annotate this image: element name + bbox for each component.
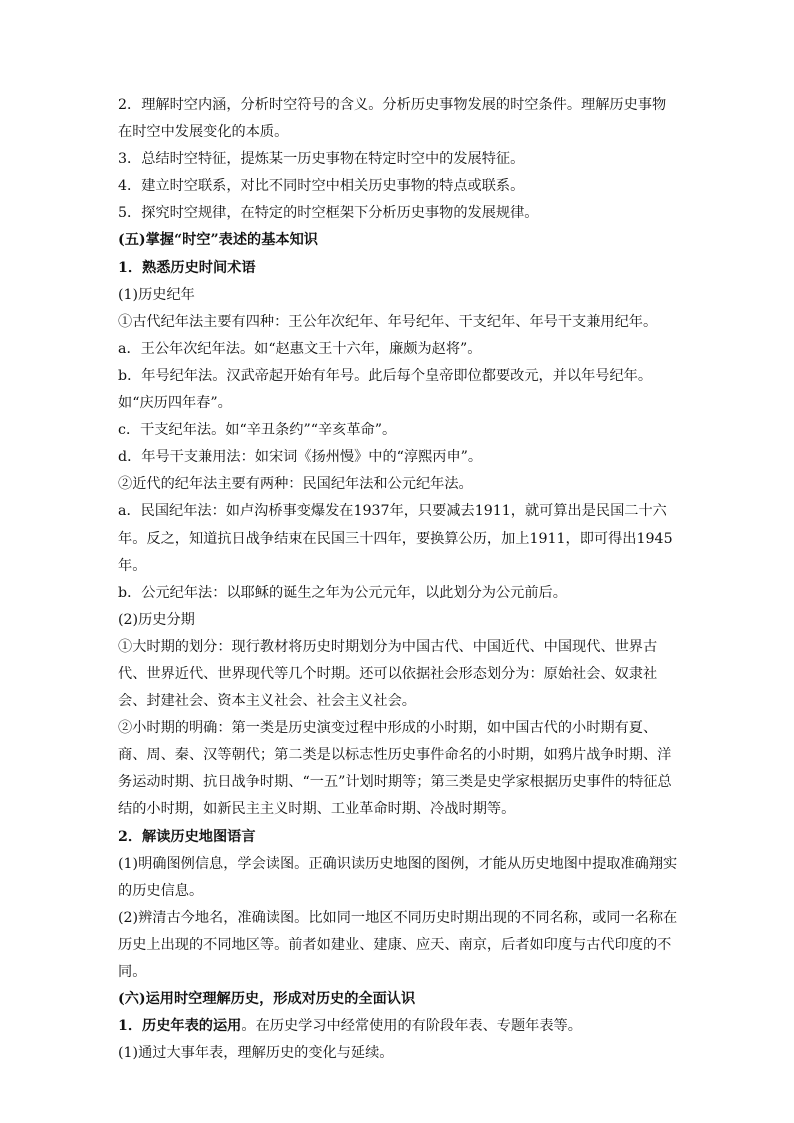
paragraph-item-2: 2．理解时空内涵，分析时空符号的含义。分析历史事物发展的时空条件。理解历史事物在时空中发展变化的本质。 <box>118 97 667 141</box>
map-legend-paragraph: (1)明确图例信息，学会读图。正确识读历史地图的图例，才能从历史地图中提取准确翔实的历史信息。 <box>118 855 678 899</box>
timeline-usage-text: 。在历史学习中经常使用的有阶段年表、专题年表等。 <box>241 1018 582 1035</box>
subheading-map-language: 2．解读历史地图语言 <box>118 828 256 845</box>
ancient-calendar-b: b．年号纪年法。汉武帝起开始有年号。此后每个皇帝即位都要改元，并以年号纪年。如“庆历四年春”。 <box>118 367 653 412</box>
paragraph-item-3: 3．总结时空特征，提炼某一历史事物在特定时空中的发展特征。 <box>118 151 525 168</box>
modern-calendar-b: b．公元纪年法：以耶稣的诞生之年为公元元年，以此划分为公元前后。 <box>118 584 567 601</box>
ancient-calendar-intro: ①古代纪年法主要有四种：王公年次纪年、年号纪年、干支纪年、年号干支兼用纪年。 <box>118 313 658 330</box>
section-heading-6: (六)运用时空理解历史，形成对历史的全面认识 <box>118 991 416 1008</box>
timeline-item-1: (1)通过大事年表，理解历史的变化与延续。 <box>118 1045 394 1062</box>
ancient-calendar-a: a．王公年次纪年法。如“赵惠文王十六年，廉颇为赵将”。 <box>118 340 482 357</box>
subsection-periodization: (2)历史分期 <box>118 611 195 628</box>
section-heading-5: (五)掌握“时空”表述的基本知识 <box>118 232 318 249</box>
paragraph-item-5: 5．探究时空规律，在特定的时空框架下分析历史事物的发展规律。 <box>118 205 539 222</box>
ancient-calendar-c: c．干支纪年法。如“辛丑条约”“辛亥革命”。 <box>118 422 397 439</box>
periodization-minor: ②小时期的明确：第一类是历史演变过程中形成的小时期，如中国古代的小时期有夏、商、周、秦、汉等朝代；第二类是以标志性历史事件命名的小时期，如鸦片战争时期、洋务运动时期、抗日战争时期、“一五”计划时期等；第三类是史学家根据历史事件的特征总结的小时期，如新民主主义时期、工业革命时期、冷战时期等。 <box>118 720 672 818</box>
paragraph-item-4: 4．建立时空联系，对比不同时空中相关历史事物的特点或联系。 <box>118 178 525 195</box>
modern-calendar-intro: ②近代的纪年法主要有两种：民国纪年法和公元纪年法。 <box>118 476 473 493</box>
timeline-usage-paragraph <box>118 1013 678 1040</box>
subsection-calendar: (1)历史纪年 <box>118 286 195 303</box>
subheading-time-terms: 1．熟悉历史时间术语 <box>118 259 256 276</box>
modern-calendar-a: a．民国纪年法：如卢沟桥事变爆发在1937年，只要减去1911，就可算出是民国二十六年。反之，知道抗日战争结束在民国三十四年，要换算公历，加上1911，即可得出1945年。 <box>118 503 673 574</box>
periodization-major: ①大时期的划分：现行教材将历史时期划分为中国古代、中国近代、中国现代、世界古代、世界近代、世界现代等几个时期。还可以依据社会形态划分为：原始社会、奴隶社会、封建社会、资本主义社会、社会主义社会。 <box>118 638 658 710</box>
document-page <box>118 92 678 1067</box>
map-placename-paragraph: (2)辨清古今地名，准确读图。比如同一地区不同历史时期出现的不同名称，或同一名称在历史上出现的不同地区等。前者如建业、建康、应天、南京，后者如印度与古代印度的不同。 <box>118 909 678 980</box>
timeline-usage-label: 1．历史年表的运用 <box>118 1018 242 1035</box>
ancient-calendar-d: d．年号干支兼用法：如宋词《扬州慢》中的“淳熙丙申”。 <box>118 449 483 466</box>
